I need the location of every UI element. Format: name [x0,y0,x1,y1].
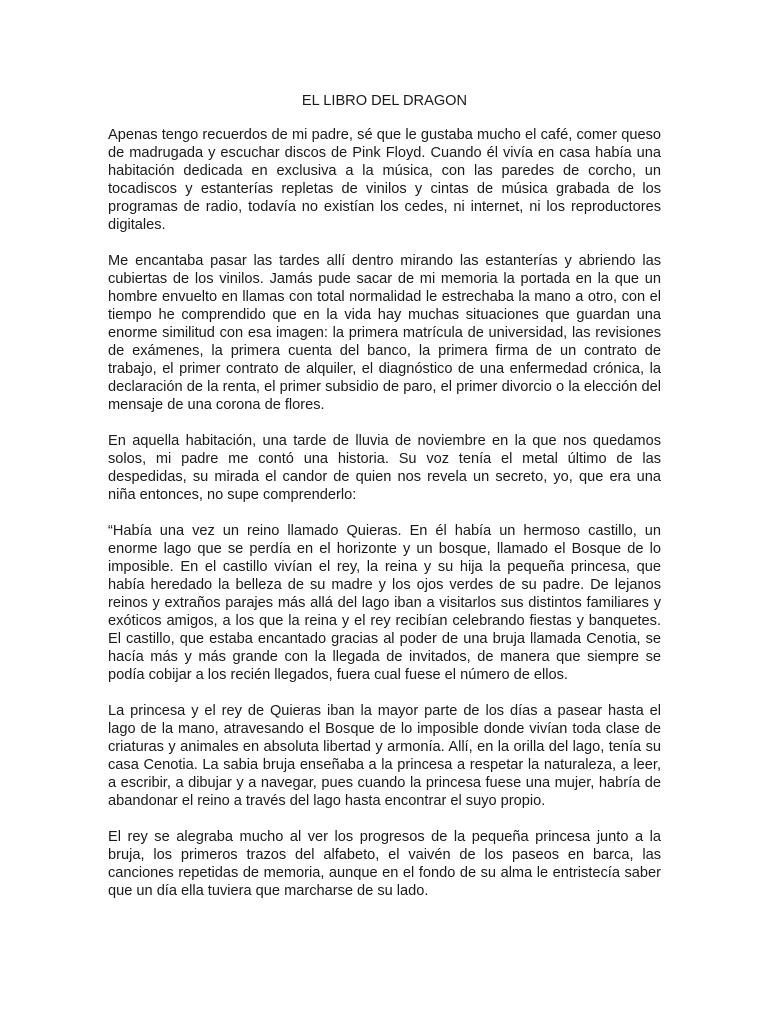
document-body [108,92,661,918]
paragraph-1: Apenas tengo recuerdos de mi padre, sé que le gustaba mucho el café, comer queso de madrugada y escuchar discos de Pink Floyd. Cuando él vivía en casa había una habitación dedicada en exclusiva a la música, con las paredes de corcho, un tocadiscos y estanterías repletas de vinilos y cintas de música grabada de los programas de radio, todavía no existían los cedes, ni internet, ni los reproductores digitales. [108,127,661,233]
paragraph-3: En aquella habitación, una tarde de lluvia de noviembre en la que nos quedamos solos, mi padre me contó una historia. Su voz tenía el metal último de las despedidas, su mirada el candor de quien nos revela un secreto, yo, que era una niña entonces, no supe comprenderlo: [108,433,661,503]
paragraph-2: Me encantaba pasar las tardes allí dentro mirando las estanterías y abriendo las cubiertas de los vinilos. Jamás pude sacar de mi memoria la portada en la que un hombre envuelto en llamas con total normalidad le estrechaba la mano a otro, con el tiempo he comprendido que en la vida hay muchas situaciones que guardan una enorme similitud con esa imagen: la primera matrícula de universidad, las revisiones de exámenes, la primera cuenta del banco, la primera firma de un contrato de trabajo, el primer contrato de alquiler, el diagnóstico de una enfermedad crónica, la declaración de la renta, el primer subsidio de paro, el primer divorcio o la elección del mensaje de una corona de flores. [108,253,661,413]
document-title: EL LIBRO DEL DRAGON [301,93,468,109]
paragraph-6: El rey se alegraba mucho al ver los progresos de la pequeña princesa junto a la bruja, los primeros trazos del alfabeto, el vaivén de los paseos en barca, las canciones repetidas de memoria, aunque en el fondo de su alma le entristecía saber que un día ella tuviera que marcharse de su lado. [108,829,661,899]
paragraph-4: “Había una vez un reino llamado Quieras. En él había un hermoso castillo, un enorme lago que se perdía en el horizonte y un bosque, llamado el Bosque de lo imposible. En el castillo vivían el rey, la reina y su hija la pequeña princesa, que había heredado la belleza de su madre y los ojos verdes de su padre. De lejanos reinos y extraños parajes más allá del lago iban a visitarlos sus distintos familiares y exóticos amigos, a los que la reina y el rey recibían celebrando fiestas y banquetes. El castillo, que estaba encantado gracias al poder de una bruja llamada Cenotia, se hacía más y más grande con la llegada de invitados, de manera que siempre se podía cobijar a los recién llegados, fuera cual fuese el número de ellos. [108,523,661,683]
paragraph-5: La princesa y el rey de Quieras iban la mayor parte de los días a pasear hasta el lago de la mano, atravesando el Bosque de lo imposible donde vivían toda clase de criaturas y animales en absoluta libertad y armonía. Allí, en la orilla del lago, tenía su casa Cenotia. La sabia bruja enseñaba a la princesa a respetar la naturaleza, a leer, a escribir, a dibujar y a navegar, pues cuando la princesa fuese una mujer, habría de abandonar el reino a través del lago hasta encontrar el suyo propio. [108,703,661,809]
